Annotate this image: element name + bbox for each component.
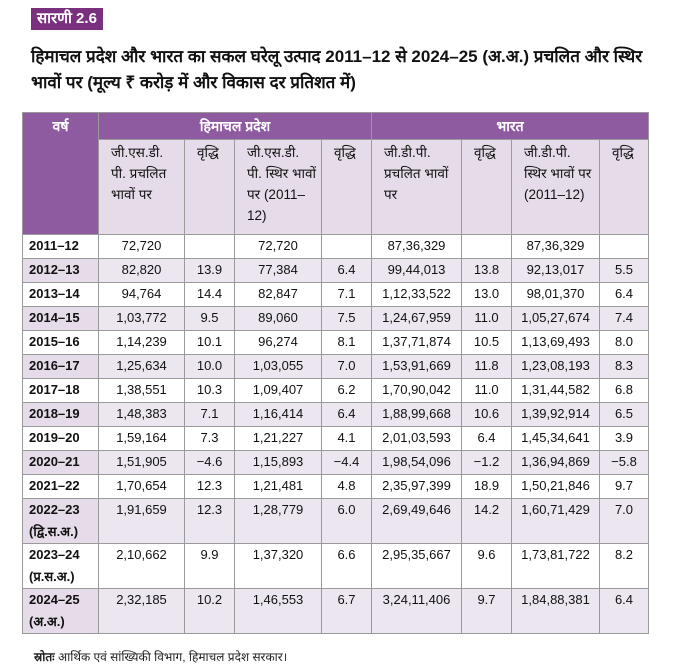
growth-cell: 6.4 (600, 589, 649, 634)
year-label: 2017–18 (29, 382, 80, 397)
column-header: वृद्धि (462, 140, 512, 235)
growth-cell: 4.1 (322, 427, 372, 451)
growth-cell: 9.6 (462, 544, 512, 589)
value-cell: 3,24,11,406 (372, 589, 462, 634)
year-label: 2015–16 (29, 334, 80, 349)
table-row (23, 544, 649, 589)
value-cell: 1,37,71,874 (372, 331, 462, 355)
table-title: हिमाचल प्रदेश और भारत का सकल घरेलू उत्पाद 2011–12 से 2024–25 (अ.अ.) प्रचलित और स्थिर भावों पर (मूल्य ₹ करोड़ में और विकास दर प्रतिशत में) (31, 47, 643, 92)
value-cell: 1,60,71,429 (512, 499, 600, 544)
growth-cell: 3.9 (600, 427, 649, 451)
growth-cell: 7.0 (322, 355, 372, 379)
india-group-header: भारत (372, 113, 649, 140)
growth-cell: 10.3 (185, 379, 235, 403)
year-cell (23, 355, 99, 379)
value-cell: 87,36,329 (372, 235, 462, 259)
year-label: 2019–20 (29, 430, 80, 445)
growth-cell: 4.8 (322, 475, 372, 499)
growth-cell: 6.4 (600, 283, 649, 307)
growth-cell: 10.2 (185, 589, 235, 634)
growth-cell: −1.2 (462, 451, 512, 475)
value-cell: 96,274 (235, 331, 322, 355)
growth-cell: 12.3 (185, 475, 235, 499)
growth-cell: 6.2 (322, 379, 372, 403)
value-cell: 2,69,49,646 (372, 499, 462, 544)
growth-cell (185, 235, 235, 259)
growth-cell: 8.0 (600, 331, 649, 355)
table-row (23, 475, 649, 499)
value-cell: 1,05,27,674 (512, 307, 600, 331)
value-cell: 1,03,055 (235, 355, 322, 379)
growth-cell: 7.0 (600, 499, 649, 544)
value-cell: 82,847 (235, 283, 322, 307)
growth-cell (462, 235, 512, 259)
table-row (23, 355, 649, 379)
value-cell: 2,01,03,593 (372, 427, 462, 451)
value-cell: 1,21,481 (235, 475, 322, 499)
column-header: जी.डी.पी. प्रचलित भावों पर (372, 140, 462, 235)
growth-cell: 9.7 (462, 589, 512, 634)
year-label: 2013–14 (29, 286, 80, 301)
value-cell: 87,36,329 (512, 235, 600, 259)
year-estimate-note: (अ.अ.) (29, 614, 65, 629)
year-label: 2016–17 (29, 358, 80, 373)
column-header: वृद्धि (600, 140, 649, 235)
column-header: वृद्धि (322, 140, 372, 235)
value-cell: 2,10,662 (99, 544, 185, 589)
value-cell: 1,84,88,381 (512, 589, 600, 634)
column-header: वृद्धि (185, 140, 235, 235)
table-row (23, 451, 649, 475)
growth-cell: 5.5 (600, 259, 649, 283)
value-cell: 94,764 (99, 283, 185, 307)
year-label: 2014–15 (29, 310, 80, 325)
growth-cell: 6.4 (462, 427, 512, 451)
year-label: 2021–22 (29, 478, 80, 493)
table-row (23, 307, 649, 331)
growth-cell (600, 235, 649, 259)
value-cell: 1,12,33,522 (372, 283, 462, 307)
growth-cell: 6.4 (322, 259, 372, 283)
column-header: जी.एस.डी. पी. प्रचलित भावों पर (99, 140, 185, 235)
year-cell (23, 427, 99, 451)
table-number-badge: सारणी 2.6 (31, 8, 103, 30)
year-cell (23, 475, 99, 499)
value-cell: 1,13,69,493 (512, 331, 600, 355)
growth-cell: 10.1 (185, 331, 235, 355)
value-cell: 1,23,08,193 (512, 355, 600, 379)
year-cell (23, 403, 99, 427)
year-cell (23, 499, 99, 544)
value-cell: 1,36,94,869 (512, 451, 600, 475)
value-cell: 89,060 (235, 307, 322, 331)
growth-cell: 18.9 (462, 475, 512, 499)
himachal-group-header: हिमाचल प्रदेश (99, 113, 372, 140)
growth-cell: 11.0 (462, 307, 512, 331)
growth-cell: 10.0 (185, 355, 235, 379)
growth-cell: 10.5 (462, 331, 512, 355)
table-row (23, 403, 649, 427)
table-body (23, 235, 649, 634)
growth-cell: 7.5 (322, 307, 372, 331)
value-cell: 1,73,81,722 (512, 544, 600, 589)
growth-cell: 8.2 (600, 544, 649, 589)
growth-cell: 9.5 (185, 307, 235, 331)
value-cell: 1,91,659 (99, 499, 185, 544)
value-cell: 1,50,21,846 (512, 475, 600, 499)
growth-cell: 8.1 (322, 331, 372, 355)
value-cell: 1,31,44,582 (512, 379, 600, 403)
growth-cell: −5.8 (600, 451, 649, 475)
growth-cell: 9.9 (185, 544, 235, 589)
value-cell: 1,51,905 (99, 451, 185, 475)
source-note (34, 648, 287, 665)
growth-cell: 6.0 (322, 499, 372, 544)
source-text: आर्थिक एवं सांख्यिकी विभाग, हिमाचल प्रदेश सरकार। (54, 650, 288, 664)
growth-cell: −4.6 (185, 451, 235, 475)
value-cell: 1,09,407 (235, 379, 322, 403)
value-cell: 2,32,185 (99, 589, 185, 634)
value-cell: 1,16,414 (235, 403, 322, 427)
growth-cell: 10.6 (462, 403, 512, 427)
value-cell: 1,37,320 (235, 544, 322, 589)
growth-cell: 7.1 (322, 283, 372, 307)
growth-cell: 9.7 (600, 475, 649, 499)
gdp-table (22, 112, 649, 634)
growth-cell: 13.0 (462, 283, 512, 307)
growth-cell: 7.4 (600, 307, 649, 331)
year-cell (23, 259, 99, 283)
table-row (23, 283, 649, 307)
year-label: 2020–21 (29, 454, 80, 469)
year-cell (23, 307, 99, 331)
value-cell: 1,98,54,096 (372, 451, 462, 475)
value-cell: 99,44,013 (372, 259, 462, 283)
value-cell: 92,13,017 (512, 259, 600, 283)
growth-cell: 6.8 (600, 379, 649, 403)
table-row (23, 499, 649, 544)
growth-cell: 8.3 (600, 355, 649, 379)
value-cell: 1,70,90,042 (372, 379, 462, 403)
source-label: स्रोतः (34, 650, 55, 664)
value-cell: 1,59,164 (99, 427, 185, 451)
growth-cell: 6.6 (322, 544, 372, 589)
value-cell: 1,48,383 (99, 403, 185, 427)
year-column-header: वर्ष (23, 113, 99, 235)
year-label: 2023–24 (29, 547, 80, 562)
value-cell: 1,39,92,914 (512, 403, 600, 427)
table-row (23, 259, 649, 283)
growth-cell: 13.8 (462, 259, 512, 283)
table-row (23, 427, 649, 451)
year-label: 2022–23 (29, 502, 80, 517)
value-cell: 1,46,553 (235, 589, 322, 634)
value-cell: 1,24,67,959 (372, 307, 462, 331)
year-cell (23, 544, 99, 589)
year-label: 2011–12 (29, 238, 79, 253)
year-cell (23, 589, 99, 634)
growth-cell: 11.0 (462, 379, 512, 403)
table-row (23, 589, 649, 634)
year-cell (23, 451, 99, 475)
value-cell: 1,21,227 (235, 427, 322, 451)
column-header: जी.एस.डी. पी. स्थिर भावों पर (2011–12) (235, 140, 322, 235)
year-cell (23, 235, 99, 259)
growth-cell: 14.2 (462, 499, 512, 544)
column-header: जी.डी.पी. स्थिर भावों पर (2011–12) (512, 140, 600, 235)
value-cell: 1,15,893 (235, 451, 322, 475)
growth-cell: 11.8 (462, 355, 512, 379)
value-cell: 1,53,91,669 (372, 355, 462, 379)
value-cell: 2,95,35,667 (372, 544, 462, 589)
value-cell: 98,01,370 (512, 283, 600, 307)
growth-cell: 6.4 (322, 403, 372, 427)
value-cell: 1,70,654 (99, 475, 185, 499)
year-label: 2024–25 (29, 592, 80, 607)
value-cell: 1,88,99,668 (372, 403, 462, 427)
growth-cell: −4.4 (322, 451, 372, 475)
year-estimate-note: (प्र.स.अ.) (29, 569, 75, 584)
value-cell: 1,25,634 (99, 355, 185, 379)
table-row (23, 379, 649, 403)
year-label: 2018–19 (29, 406, 80, 421)
value-cell: 1,03,772 (99, 307, 185, 331)
growth-cell: 13.9 (185, 259, 235, 283)
table-row (23, 331, 649, 355)
year-cell (23, 379, 99, 403)
growth-cell: 14.4 (185, 283, 235, 307)
year-cell (23, 283, 99, 307)
value-cell: 1,38,551 (99, 379, 185, 403)
value-cell: 2,35,97,399 (372, 475, 462, 499)
year-label: 2012–13 (29, 262, 80, 277)
growth-cell: 7.3 (185, 427, 235, 451)
value-cell: 72,720 (235, 235, 322, 259)
growth-cell (322, 235, 372, 259)
growth-cell: 6.5 (600, 403, 649, 427)
value-cell: 77,384 (235, 259, 322, 283)
value-cell: 1,45,34,641 (512, 427, 600, 451)
growth-cell: 12.3 (185, 499, 235, 544)
value-cell: 82,820 (99, 259, 185, 283)
table-row (23, 235, 649, 259)
value-cell: 1,28,779 (235, 499, 322, 544)
value-cell: 1,14,239 (99, 331, 185, 355)
year-cell (23, 331, 99, 355)
growth-cell: 7.1 (185, 403, 235, 427)
value-cell: 72,720 (99, 235, 185, 259)
growth-cell: 6.7 (322, 589, 372, 634)
year-estimate-note: (द्वि.स.अ.) (29, 524, 79, 539)
